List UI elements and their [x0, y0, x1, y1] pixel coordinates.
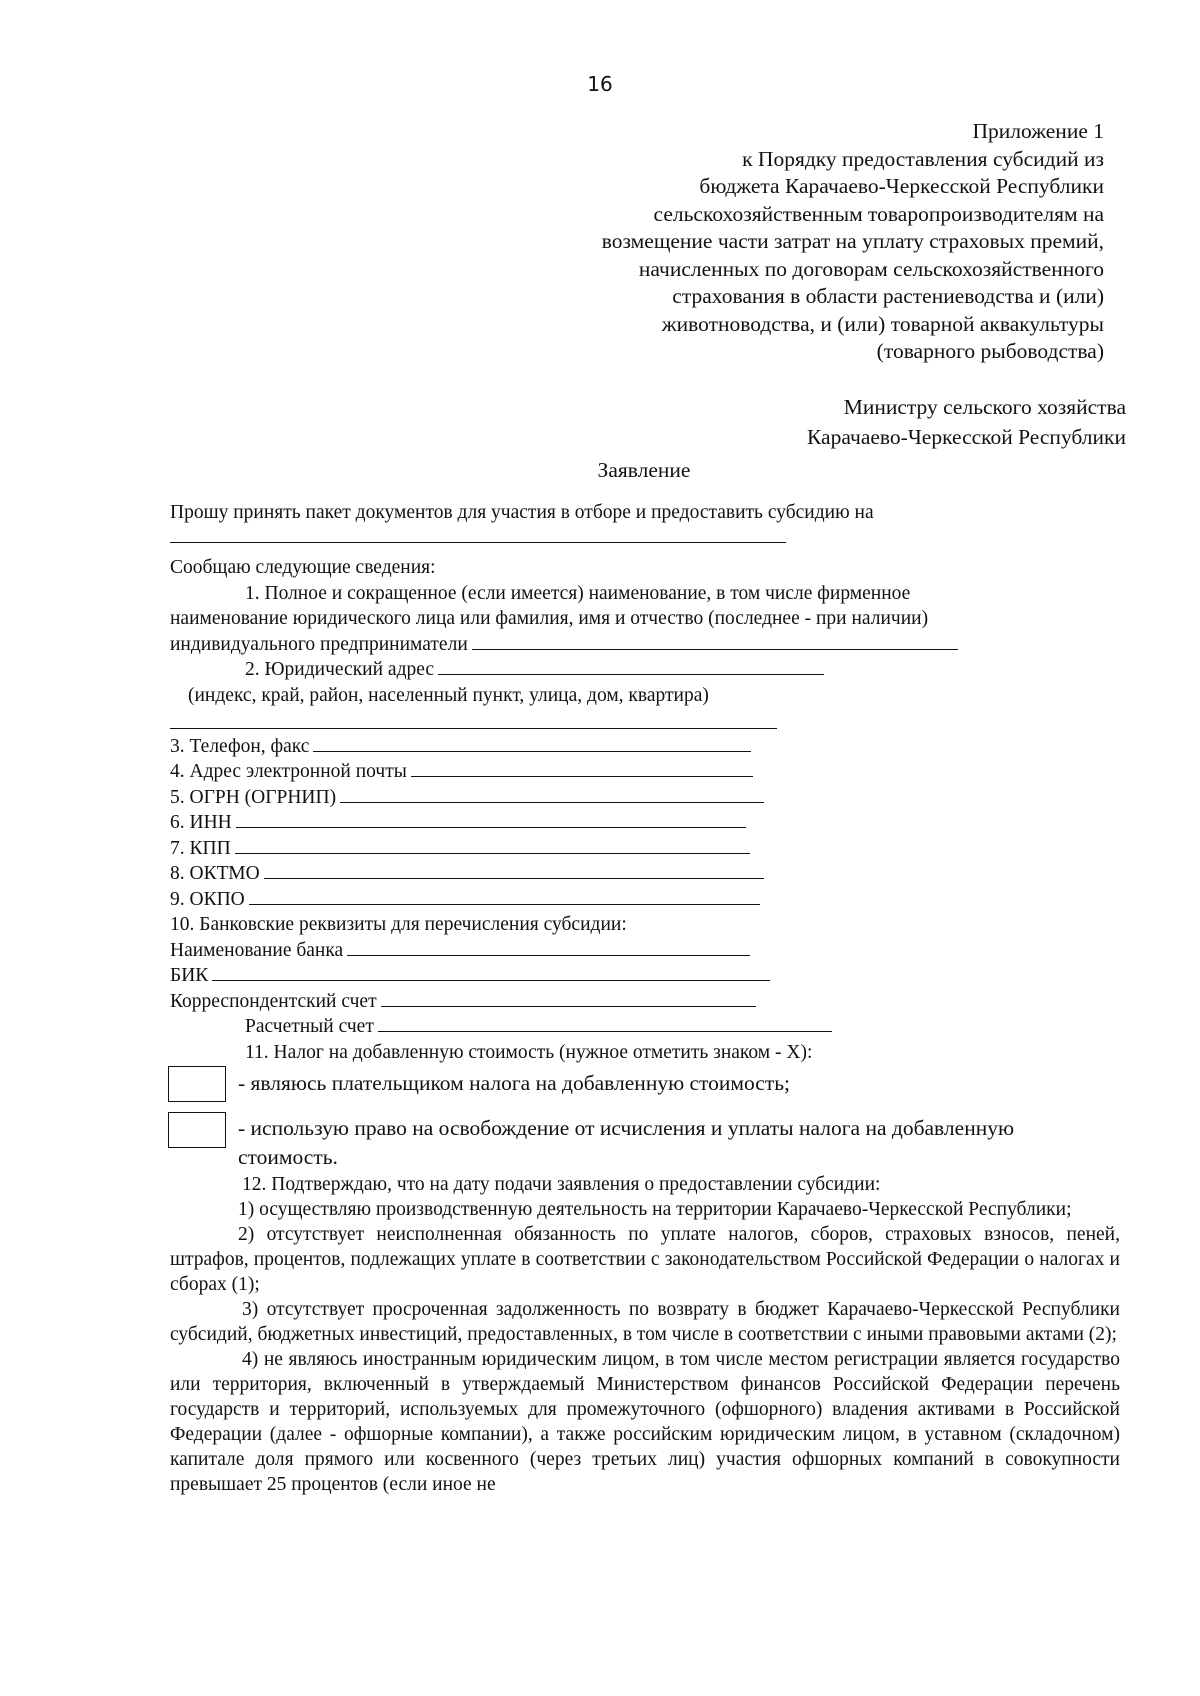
email-label: 4. Адрес электронной почты — [170, 761, 407, 782]
addressee — [606, 392, 1126, 452]
legal-address-label: 2. Юридический адрес — [245, 659, 435, 680]
vat-option-payer: - являюсь плательщиком налога на добавленную стоимость; — [238, 1071, 791, 1095]
kpp-row — [170, 836, 1130, 862]
appendix-line: к Порядку предоставления субсидий из — [742, 146, 1104, 171]
corr-account-row — [170, 989, 1130, 1015]
okpo-label: 9. ОКПО — [170, 888, 245, 910]
appendix-line: возмещение части затрат на уплату страховых премий, — [601, 229, 1104, 253]
email-row — [170, 759, 1130, 785]
confirm-item-3: 3) отсутствует просроченная задолженность по возврату в бюджет Карачаево-Черкесской Республики субсидий, бюджетных инвестиций, предоставленных, в том числе в соответствии с иными правовыми актами (2); — [170, 1299, 1120, 1345]
address-hint: (индекс, край, район, населенный пункт, улица, дом, квартира) — [188, 684, 709, 706]
subsidy-purpose-blank[interactable] — [170, 542, 786, 543]
bik-row — [170, 963, 1130, 989]
vat-exempt-checkbox[interactable] — [168, 1112, 226, 1148]
appendix-line: бюджета Карачаево-Черкесской Республики — [699, 174, 1104, 198]
bik-label: БИК — [170, 965, 209, 986]
bank-name-row — [170, 938, 1130, 964]
vat-payer-checkbox[interactable] — [168, 1066, 226, 1102]
addressee-line: Карачаево-Черкесской Республики — [806, 425, 1126, 449]
appendix-line: Приложение 1 — [972, 119, 1104, 143]
item1-row — [170, 632, 1130, 658]
corr-account-blank[interactable] — [381, 989, 756, 1007]
phone-row — [170, 734, 1130, 760]
bank-name-label: Наименование банка — [170, 939, 344, 961]
inn-label: 6. ИНН — [170, 812, 232, 833]
confirmation-section — [170, 1172, 1120, 1497]
document-title: Заявление — [597, 458, 691, 482]
ogrn-label: 5. ОГРН (ОГРНИП) — [170, 786, 337, 808]
bik-blank[interactable] — [212, 963, 770, 981]
phone-blank[interactable] — [313, 734, 751, 752]
item1-line: индивидуального предприниматели — [170, 633, 468, 655]
page-number: 16 — [587, 72, 613, 96]
vat-header: 11. Налог на добавленную стоимость (нужное отметить знаком - X): — [245, 1041, 813, 1063]
phone-label: 3. Телефон, факс — [170, 735, 310, 757]
okpo-blank[interactable] — [249, 887, 760, 905]
kpp-blank[interactable] — [235, 836, 750, 854]
bank-header: 10. Банковские реквизиты для перечисления субсидии: — [170, 914, 627, 935]
oktmo-blank[interactable] — [264, 861, 764, 879]
legal-address-blank[interactable] — [438, 657, 824, 675]
confirm-item-2: 2) отсутствует неисполненная обязанность по уплате налогов, сборов, страховых взносов, пеней, штрафов, процентов, подлежащих уплате в соответствии с законодательством Российской Федерации о налогах и сборах (1); — [170, 1224, 1120, 1295]
addressee-line: Министру сельского хозяйства — [843, 395, 1126, 419]
confirm-item-4: 4) не являюсь иностранным юридическим лицом, в том числе местом регистрации является государство или территория, включенный в утверждаемый Министерством финансов Российской Федерации перечень государств и территорий, используемых для промежуточного (офшорного) владения активами в Российской Федерации (далее - офшорные компании), а также российским юридическим лицом, в уставном (складочном) капитале доля прямого или косвенного (через третьих лиц) участия офшорных компаний в совокупности превышает 25 процентов (если иное не — [170, 1349, 1120, 1495]
item2-row — [170, 657, 1130, 683]
appendix-header — [464, 118, 1104, 366]
ogrn-row — [170, 785, 1130, 811]
appendix-line: животноводства, и (или) товарной аквакультуры — [661, 311, 1104, 336]
corr-account-label: Корреспондентский счет — [170, 990, 377, 1012]
appendix-line: (товарного рыбоводства) — [876, 339, 1104, 363]
confirm-item-1: 1) осуществляю производственную деятельность на территории Карачаево-Черкесской Республики; — [238, 1199, 1072, 1220]
kpp-label: 7. КПП — [170, 837, 231, 859]
oktmo-label: 8. ОКТМО — [170, 863, 260, 884]
oktmo-row — [170, 861, 1130, 887]
item1-line: наименование юридического лица или фамилия, имя и отчество (последнее - при наличии) — [170, 608, 929, 629]
current-account-blank[interactable] — [378, 1014, 832, 1032]
inn-blank[interactable] — [236, 810, 746, 828]
email-blank[interactable] — [411, 759, 753, 777]
legal-name-blank[interactable] — [472, 632, 958, 650]
item1-line: 1. Полное и сокращенное (если имеется) наименование, в том числе фирменное — [245, 582, 911, 604]
appendix-line: страхования в области растениеводства и (или) — [672, 284, 1104, 308]
vat-option-exempt-cont: стоимость. — [238, 1145, 338, 1169]
vat-option-exempt: - использую право на освобождение от исчисления и уплаты налога на добавленную — [238, 1116, 1015, 1140]
address-second-line-row — [170, 708, 1130, 734]
current-account-row — [170, 1014, 1130, 1040]
okpo-row — [170, 887, 1130, 913]
confirm-header: 12. Подтверждаю, что на дату подачи заявления о предоставлении субсидии: — [242, 1174, 881, 1195]
appendix-line: начисленных по договорам сельскохозяйственного — [638, 256, 1104, 281]
info-header: Сообщаю следующие сведения: — [170, 557, 436, 578]
applicant-info — [170, 555, 1130, 1065]
legal-address-blank-2[interactable] — [170, 710, 777, 729]
inn-row — [170, 810, 1130, 836]
appendix-line: сельскохозяйственным товаропроизводителям на — [653, 201, 1104, 226]
current-account-label: Расчетный счет — [245, 1016, 374, 1037]
ogrn-blank[interactable] — [340, 785, 764, 803]
bank-name-blank[interactable] — [347, 938, 750, 956]
intro-text: Прошу принять пакет документов для участия в отборе и предоставить субсидию на — [170, 502, 874, 523]
